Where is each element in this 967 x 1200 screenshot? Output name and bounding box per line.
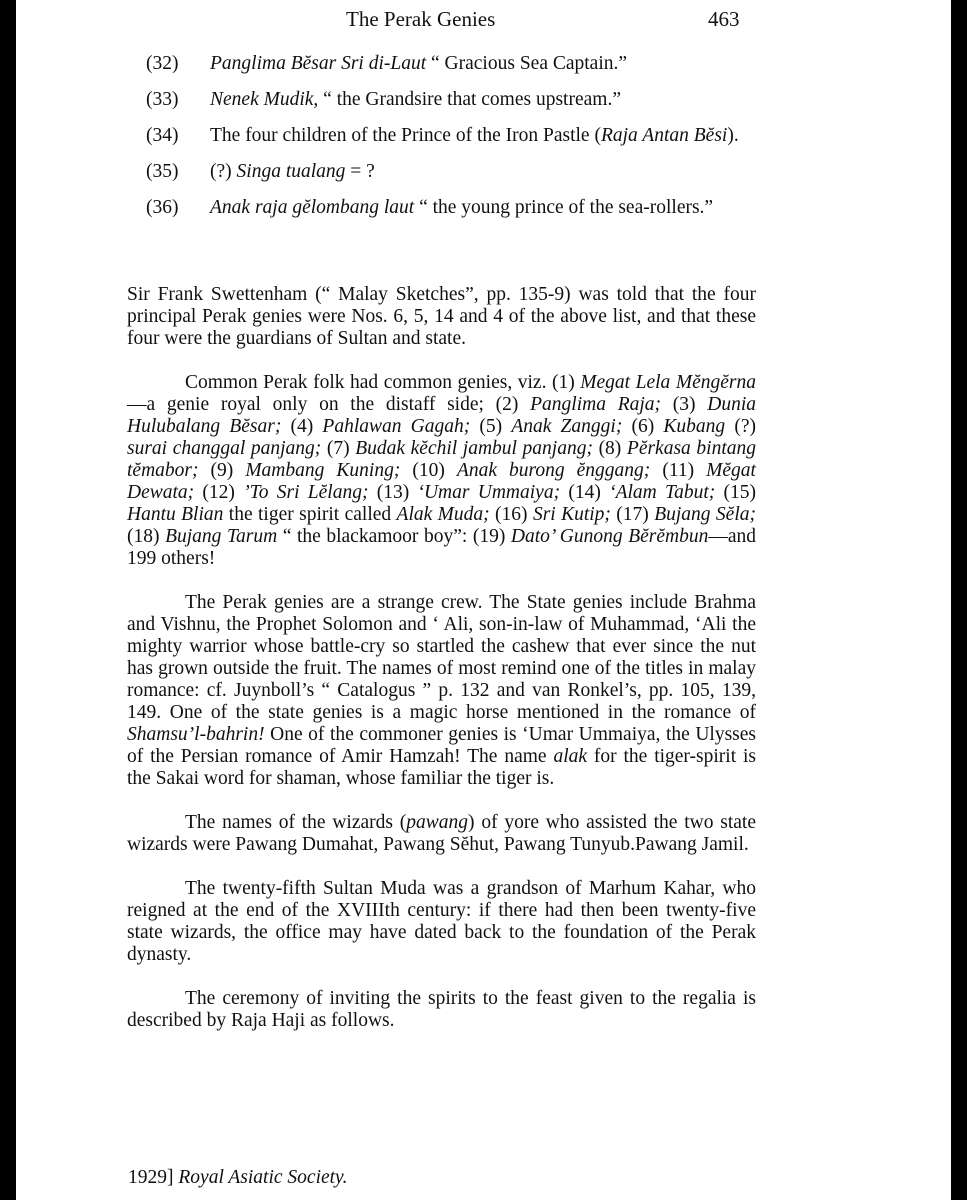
- text-segment: The four children of the Prince of the Iron Pastle (: [210, 125, 601, 146]
- list-item-number: (32): [146, 53, 179, 74]
- list-item-number: (35): [146, 161, 179, 182]
- italic-text-segment: alak: [553, 746, 588, 767]
- list-item: [146, 89, 746, 111]
- italic-text-segment: Mĕgat Dewata;: [127, 460, 756, 503]
- text-segment: “ the blackamoor boy”: (19): [277, 526, 511, 547]
- text-segment: the tiger spirit called: [223, 504, 397, 525]
- italic-text-segment: Anak raja gĕlombang laut: [210, 197, 415, 218]
- list-item-text: [210, 125, 739, 146]
- italic-text-segment: Panglima Bĕsar Sri di-Laut: [210, 53, 427, 74]
- text-segment: (15): [715, 482, 756, 503]
- list-item: [146, 125, 746, 147]
- list-item-number: (33): [146, 89, 179, 110]
- paragraph: [127, 988, 756, 1032]
- italic-text-segment: Megat Lela Mĕngĕrna: [580, 372, 756, 393]
- italic-text-segment: Sri Kutip;: [532, 504, 611, 525]
- list-item: [146, 161, 746, 183]
- text-segment: (11): [650, 460, 707, 481]
- text-segment: (6): [622, 416, 664, 437]
- italic-text-segment: Anak burong ĕnggang;: [456, 460, 651, 481]
- text-segment: (18): [127, 526, 166, 547]
- text-segment: (?): [210, 161, 237, 182]
- italic-text-segment: Alak Muda;: [396, 504, 490, 525]
- paragraph: [127, 592, 756, 790]
- paragraph: [127, 372, 756, 570]
- text-segment: The ceremony of inviting the spirits to the feast given to the regalia is described by Raja Haji as follows.: [127, 988, 756, 1031]
- body-text: [127, 284, 756, 1054]
- text-segment: The names of the wizards (: [185, 812, 407, 833]
- italic-text-segment: Singa tualang: [236, 161, 346, 182]
- text-segment: One of the commoner genies is ‘Umar Ummaiya, the Ulysses of the Persian romance of Amir Hamzah! The name: [127, 724, 756, 767]
- page-number: 463: [708, 7, 740, 31]
- text-segment: —a genie royal only on the distaff side; (2): [127, 394, 531, 415]
- text-segment: (12): [194, 482, 244, 503]
- list-item-text: [210, 53, 627, 74]
- text-segment: Common Perak folk had common genies, viz. (1): [185, 372, 581, 393]
- list-item-number: (36): [146, 197, 179, 218]
- paragraph: [127, 812, 756, 856]
- italic-text-segment: Pĕrkasa bintang tĕmabor;: [127, 438, 756, 481]
- paragraph: [127, 878, 756, 966]
- list-item-text: [210, 161, 375, 182]
- list-item-number: (34): [146, 125, 179, 146]
- italic-text-segment: ‘Umar Ummaiya;: [417, 482, 561, 503]
- text-segment: for the tiger-spirit is the Sakai word for shaman, whose familiar the tiger is.: [127, 746, 756, 789]
- italic-text-segment: surai changgal panjang;: [127, 438, 322, 459]
- text-segment: (14): [560, 482, 610, 503]
- footer-year: 1929]: [128, 1167, 174, 1188]
- page-footer: [128, 1167, 348, 1189]
- text-segment: (5): [470, 416, 512, 437]
- italic-text-segment: Dato’ Gunong Bĕrĕmbun: [510, 526, 709, 547]
- text-segment: ).: [727, 125, 739, 146]
- text-segment: The twenty-fifth Sultan Muda was a grandson of Marhum Kahar, who reigned at the end of the XVIIIth century: if there had then been twenty-five state wizards, the office may have dated back to the foundation of the Perak dynasty.: [127, 878, 756, 965]
- footer-society: Royal Asiatic Society.: [178, 1167, 348, 1188]
- text-segment: (3): [661, 394, 708, 415]
- italic-text-segment: Kubang: [663, 416, 726, 437]
- list-item-text: [210, 89, 621, 110]
- text-segment: ) of yore who assisted the two state wizards were Pawang Dumahat, Pawang Sĕhut, Pawang Tunyub.Pawang Jamil.: [127, 812, 756, 855]
- text-segment: The Perak genies are a strange crew. The State genies include Brahma and Vishnu, the Prophet Solomon and ‘ Ali, son-in-law of Muhammad, ‘Ali the mighty warrior whose battle-cry so startled the cashew that ever since the nut has grown outside the fruit. The names of most remind one of the titles in malay romance: cf. Juynboll’s “ Catalogus ” p. 132 and van Ronkel’s, pp. 105, 139, 149. One of the state genies is a magic horse mentioned in the romance of: [127, 592, 756, 723]
- italic-text-segment: pawang: [406, 812, 469, 833]
- text-segment: (13): [368, 482, 418, 503]
- italic-text-segment: Nenek Mudik,: [210, 89, 319, 110]
- running-title: The Perak Genies: [346, 7, 496, 31]
- text-segment: = ?: [345, 161, 375, 182]
- text-segment: (7): [321, 438, 356, 459]
- text-segment: —and 199 others!: [127, 526, 756, 569]
- list-item: [146, 197, 746, 219]
- italic-text-segment: ‘Alam Tabut;: [609, 482, 716, 503]
- genie-list: [146, 53, 746, 233]
- running-header: [16, 6, 951, 32]
- text-segment: (10): [400, 460, 457, 481]
- italic-text-segment: Bujang Sĕla;: [654, 504, 756, 525]
- italic-text-segment: Bujang Tarum: [165, 526, 278, 547]
- text-segment: (4): [281, 416, 323, 437]
- paragraph: [127, 284, 756, 350]
- text-segment: (8): [592, 438, 627, 459]
- text-segment: (9): [198, 460, 246, 481]
- text-segment: “ Gracious Sea Captain.”: [426, 53, 628, 74]
- text-segment: (?): [725, 416, 756, 437]
- text-segment: (17): [610, 504, 655, 525]
- italic-text-segment: Mambang Kuning;: [245, 460, 401, 481]
- text-segment: “ the Grandsire that comes upstream.”: [318, 89, 621, 110]
- text-segment: (16): [489, 504, 533, 525]
- list-item: [146, 53, 746, 75]
- text-segment: Sir Frank Swettenham (“ Malay Sketches”, pp. 135-9) was told that the four principal Perak genies were Nos. 6, 5, 14 and 4 of the above list, and that these four were the guardians of Sultan and state.: [127, 284, 756, 349]
- italic-text-segment: Anak Zanggi;: [511, 416, 623, 437]
- list-item-text: [210, 197, 713, 218]
- italic-text-segment: ’To Sri Lĕlang;: [243, 482, 369, 503]
- italic-text-segment: Raja Antan Bĕsi: [600, 125, 728, 146]
- italic-text-segment: Pahlawan Gagah;: [322, 416, 471, 437]
- italic-text-segment: Panglima Raja;: [530, 394, 662, 415]
- scanned-page: [16, 0, 951, 1200]
- italic-text-segment: Hantu Blian: [127, 504, 224, 525]
- italic-text-segment: Dunia Hulubalang Bĕsar;: [127, 394, 756, 437]
- italic-text-segment: Budak kĕchil jambul panjang;: [355, 438, 593, 459]
- italic-text-segment: Shamsu’l-bahrin!: [127, 724, 265, 745]
- text-segment: “ the young prince of the sea-rollers.”: [414, 197, 714, 218]
